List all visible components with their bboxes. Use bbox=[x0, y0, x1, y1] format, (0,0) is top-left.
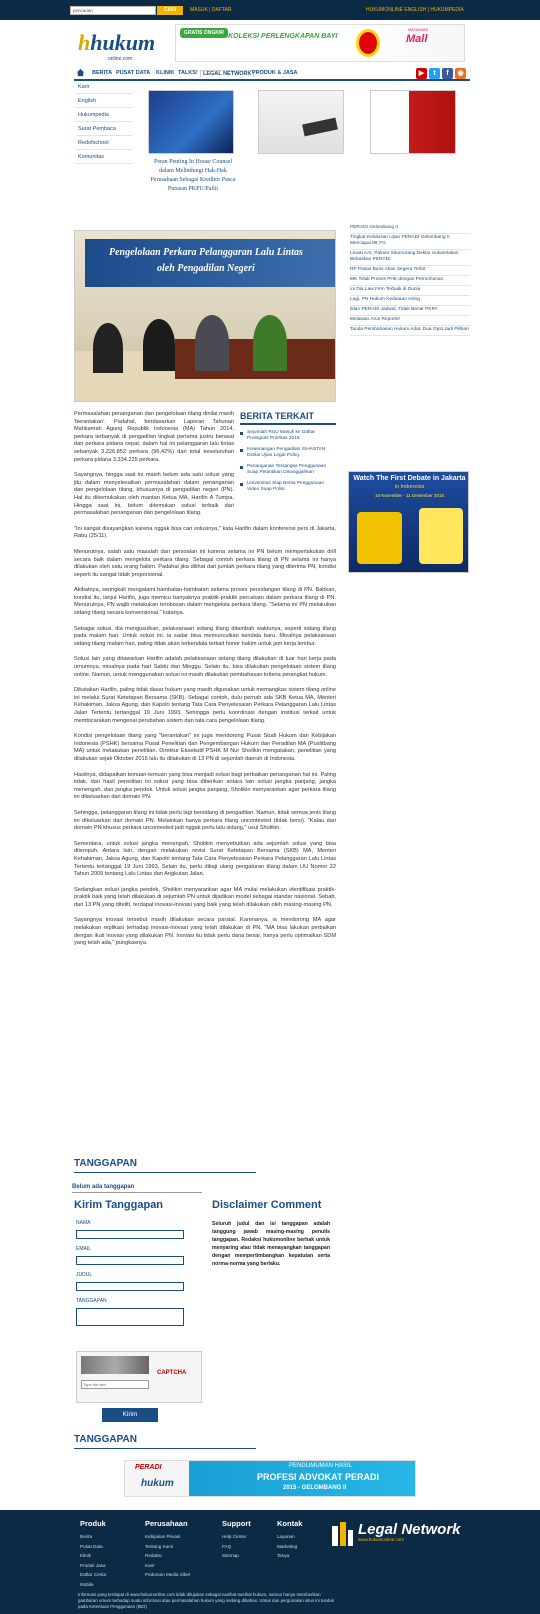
footer-link[interactable]: Karir bbox=[145, 1562, 155, 1568]
footer-link[interactable]: Sitemap bbox=[222, 1553, 239, 1558]
featured-thumbnail-3[interactable] bbox=[370, 90, 456, 154]
footer-link[interactable]: Help Center bbox=[222, 1534, 247, 1539]
footer-col-title: Produk bbox=[80, 1519, 106, 1528]
logo-sub: online.com bbox=[108, 56, 133, 62]
article-paragraph: "Ini sangat disayangkan karena nggak bisa cari solusinya," kata Harifin dalam konferensi pers di Jakarta, Rabu (25/11). bbox=[74, 525, 336, 540]
ad-headline: KOLEKSI PERLENGKAPAN BAYI bbox=[228, 33, 338, 40]
divider bbox=[74, 1172, 256, 1173]
email-label: EMAIL bbox=[76, 1246, 92, 1252]
nav-item-produk-jasa[interactable]: PRODUK & JASA bbox=[252, 70, 298, 76]
footer-col-title: Kontak bbox=[277, 1519, 303, 1528]
captcha-image bbox=[81, 1356, 149, 1374]
article-paragraph: Dikatakan Harifin, paling tidak dasar hukum yang masih digunakan untuk memangkas sistem tilang online ini melalui Surat Ketetapan Bersama (SKB). Sebagai contoh, dulu pernah ada SKB Ketua MA, Menteri Kehakiman, Jaksa Agung, dan Kapolri tentang Tata Cara Penyelesaian Perkara Pelanggaran Lalu Lintas Jalan Tertentu tertanggal 19 Juni 1993. Sehingga perlu koordinasi dengan institusi terkait untuk membicarakan mengenai perubahan sistem dan tata cara pengelolaan tilang. bbox=[74, 687, 336, 724]
divider bbox=[74, 1448, 256, 1449]
nav-item-legal-network[interactable]: LEGAL NETWORK bbox=[200, 70, 254, 77]
twitter-icon[interactable]: t bbox=[429, 68, 440, 79]
side-ad-line1: Watch The First Debate in Jakarta bbox=[353, 475, 466, 482]
footer-link[interactable]: Redaksi bbox=[145, 1553, 162, 1558]
photo-person bbox=[143, 319, 175, 371]
list-item[interactable]: Iklan PERADI Jadwal, Tidak Benar PKPA bbox=[350, 306, 470, 316]
ad-brand: Mall bbox=[406, 33, 428, 45]
footer-link[interactable]: Pedoman Media Siber bbox=[145, 1572, 191, 1577]
footer-disclaimer: Informasi yang terdapat di www.hukumonline.com tidak ditujukan sebagai nasihat-nasihat hukum, namun hanya memberikan gambaran umum terhadap suatu informasi atau permasalahan hukum yang sedang dibahas. Untuk dan pergunakan situs ini tunduk pada Ketentuan Penggunaan (IBO) bbox=[78, 1592, 335, 1609]
footer-link[interactable]: Kebijakan Privasi bbox=[145, 1534, 181, 1539]
dropdown-item-hukumpedia[interactable]: Hukumpedia bbox=[76, 108, 132, 122]
footer-link[interactable]: Klinik bbox=[80, 1553, 91, 1558]
article-paragraph: Sayangnya, hingga saat ini masih belum ada satu solusi yang jitu dalam menyelesaikan permasalahan dalam penanganan dan pengelolaan tilang, khususnya di pengadilan negeri (PN). Hal itu dikemukakan oleh mantan Ketua MA, Harifin A Tumpa. Hingga saat ini, belum ditemukan solusi terbaik dari permasalahan penanganan dan pengelolaan tilang. bbox=[74, 472, 234, 517]
ad-brand-prefix: MATAHARI bbox=[408, 27, 429, 32]
related-item[interactable]: Universitas Siap Berita Penggunaan Video Suap Polisi bbox=[240, 481, 336, 493]
legal-network-dropdown bbox=[76, 80, 132, 164]
facebook-icon[interactable]: f bbox=[442, 68, 453, 79]
list-item[interactable]: RP Pasas Bumi Akan Segera Terbit bbox=[350, 266, 470, 276]
bottom-ad-brand1: PERADI bbox=[135, 1464, 162, 1471]
youtube-icon[interactable]: ▶ bbox=[416, 68, 427, 79]
search-button[interactable]: CARI bbox=[157, 6, 183, 15]
section-title-2: TANGGAPAN bbox=[74, 1434, 137, 1445]
side-ad-line2: in Indonesia bbox=[394, 484, 425, 490]
footer-link[interactable]: FAQ bbox=[222, 1543, 232, 1549]
list-item[interactable]: Melawan Arus Reporter bbox=[350, 316, 470, 326]
title-label: JUDUL bbox=[76, 1272, 93, 1278]
photo-banner bbox=[85, 239, 335, 287]
list-item[interactable]: Tingkat Kelulusan Ujian PERADI Gelombang II Mencapai 88,7% bbox=[350, 234, 470, 250]
legal-network-mark-icon bbox=[330, 1522, 354, 1550]
side-ad-graphic bbox=[357, 512, 402, 564]
nav-item-pusat-data[interactable]: PUSAT DATA bbox=[116, 70, 151, 76]
photo-banner-line2: oleh Pengadilan Negeri bbox=[157, 263, 255, 274]
list-item[interactable]: Lagi, PN Hukum Kedutaan Asing bbox=[350, 296, 470, 306]
photo-person bbox=[93, 323, 123, 373]
featured-thumbnail-2[interactable] bbox=[258, 90, 344, 154]
login-link[interactable]: MASUK | DAFTAR bbox=[190, 7, 232, 13]
legal-network-logo[interactable] bbox=[330, 1522, 461, 1542]
bottom-ad-line3: 2015 - GELOMBANG II bbox=[283, 1485, 347, 1491]
dropdown-item-english[interactable]: English bbox=[76, 94, 132, 108]
side-ad-graphic bbox=[419, 508, 463, 564]
captcha-input[interactable]: Type the text bbox=[81, 1380, 149, 1389]
bottom-ad-line1: PENGUMUMAN HASIL bbox=[289, 1463, 353, 1469]
site-logo[interactable]: hhukum online.com bbox=[78, 30, 162, 64]
article-paragraph: Sayangnya inovasi tersebut masih dilakukan secara parsial. Karenanya, ia mendorong MA agar melakukan replikasi terhadap inovasi-inovasi yang telah dilakukan di PN. "MA bisa lakukan perbaikan dengan ikuti inovasi yang dilakukan PN. Inovasi itu tidak perlu dana besar, hanya perlu optimalkan SDM yang telah ada," pungkasnya. bbox=[74, 917, 336, 947]
article-paragraph: Kondisi pengelolaan tilang yang "berantakan" ini juga mendorong Pusat Studi Hukum dan Kebijakan Indonesia (PSHK) bersama Pusat Penelitian dan Pengembangan Hukum dan Peradilan MA (Puslitbang MA) untuk melakukan penelitian. Direktur Eksekutif PSHK M Nur Sholikin mengatakan, penelitian yang dilakukan sejak Oktober 2015 lalu itu dilakukan di 13 PN di sejumlah daerah di Indonesia. bbox=[74, 733, 336, 762]
nav-item-klinik[interactable]: KLINIK bbox=[156, 70, 175, 76]
article-paragraph: Permasalahan penanganan dan pengelolaan tilang dinilai masih 'berantakan'. Padahal, berdasarkan Laporan Tahunan Mahkamah Agung Republik Indonesia (MA) Tahun 2014, perkara terbanyak di pengadilan tingkat pertama justru berasal dari perkara pidana cepat, dalam hal ini pelanggaran lalu lintas sebanyak 3.226.852 perkara (96,42%) dari total keseluruhan perkara pidana 3.334.225 perkara. bbox=[74, 411, 234, 463]
photo-banner-line1: Pengelolaan Perkara Pelanggaran Lalu Lintas bbox=[109, 247, 303, 258]
rss-icon[interactable]: ◉ bbox=[455, 68, 466, 79]
bottom-ad-line2: PROFESI ADVOKAT PERADI bbox=[257, 1472, 380, 1482]
nav-item-talks[interactable]: TALKS! bbox=[178, 70, 198, 76]
footer-link[interactable]: Tanya bbox=[277, 1553, 290, 1558]
submit-comment-button[interactable]: Kirim bbox=[102, 1408, 158, 1422]
article-paragraph: Sehingga, pelanggaran tilang ini tidak perlu lagi bersidang di pengadilan. Namun, tidak semua jenis tilang ini dikeluarkan dari domain PN. Melainkan hanya perkara tilang uncontested (tidak bersi). "Kalau dari domain PN khusus perkara uncontested jadi nggak perlu lalu sidang," usul Sholikin. bbox=[74, 809, 336, 832]
bottom-ad-brand2: hukum bbox=[141, 1478, 174, 1489]
bottom-banner-ad[interactable] bbox=[124, 1460, 416, 1497]
comment-form-title: Kirim Tanggapan bbox=[74, 1199, 164, 1211]
footer-col-title: Perusahaan bbox=[145, 1519, 188, 1528]
featured-title[interactable]: Peran Penting In House Counsel dalam Melindungi Hak-Hak Perusahaan Sebagai Kreditor Pasca Putusan PKPU/Pailit bbox=[150, 159, 236, 192]
list-item[interactable]: Ini Dia Law Firm Terbaik di Dunia bbox=[350, 286, 470, 296]
related-news bbox=[236, 411, 336, 498]
name-label: NAMA bbox=[76, 1220, 91, 1226]
article-paragraph: Sedangkan solusi jangka pendek, Sholikin menyarankan agar MA mulai melakukan identifikasi praktik-praktik baik yang telah dilakukan di sejumlah PN untuk dijadikan model sebagai standar nasional. Sebab, dari 13 PN yang diteliti, terdapat inovasi-inovasi yang baik yang telah dilakukan oleh masing-masing PN. bbox=[74, 886, 336, 908]
captcha-widget bbox=[76, 1351, 202, 1403]
related-item[interactable]: Kewenangan Pengadilan SIHASTAN Dinilai Ujian Legal Policy bbox=[240, 447, 336, 459]
article-photo bbox=[74, 230, 336, 402]
dropdown-item-redefschool[interactable]: Redefschool bbox=[76, 136, 132, 150]
main-nav bbox=[74, 67, 470, 81]
list-item[interactable]: Lewat AAI, Palmer Situmorang Deklar Sukarelakan Bebaskan PERADI bbox=[350, 250, 470, 266]
dropdown-item-surat-pembaca[interactable]: Surat Pembaca bbox=[76, 122, 132, 136]
top-banner-ad[interactable] bbox=[175, 24, 465, 62]
footer-link[interactable]: Pusat Data bbox=[80, 1543, 103, 1549]
nav-item-berita[interactable]: BERITA bbox=[92, 70, 113, 76]
article-paragraph: Sementara, untuk solusi jangka menengah, Sholikin menyebutkan ada sejumlah solusi yang bisa ditempuh. Antara lain, dengan melakukan revisi Surat Ketetapan Bersama (SKB) MA, Menteri Kehakiman, Jaksa Agung, dan Kapolri tentang Tata Cara Penyelesaian Perkara Pelanggaran Lalu Lintas Tertentu tertanggal 19 Juni 1993. Selain itu, perlu dikaji ulang pengaturan tilang dalam UU Nomor 22 Tahun 2009 tentang Lalu Lintas dan Angkutan Jalan. bbox=[74, 840, 336, 878]
article-paragraph: Solusi lain yang ditawarkan Harifin adalah pelaksanaan sidang tilang dilakukan di luar hari kerja pada umumnya, misalnya pada hari Sabtu dan Minggu. Selain itu, bisa dilakukan pengelolaan sistem tilang online. Namun, untuk menggunakan solusi ini masih dilakukan pembahasan kriteria perangkat hukum. bbox=[74, 656, 336, 678]
ad-badge: GRATIS ONGKIR bbox=[180, 28, 228, 38]
related-item[interactable]: Sejumlah RUU Masuk ke Daftar Prolegnas Prioritas 2016 bbox=[240, 430, 336, 442]
footer-col-kontak bbox=[277, 1519, 302, 1561]
divider bbox=[72, 1192, 202, 1193]
article-paragraph: Menurutnya, salah satu masalah dari persoalan ini karena selama ini PN belum memperlakukan drill secara baik dalam mengelola perkara tilang. Sebagai contoh perkara tilang di PN selama ini hanya dilakukan oleh satu orang hakim. Padahal jika dilihat dari jumlah perkara tilang yang diterima PN, kondisi seperti itu sangat tidak proporsional. bbox=[74, 548, 336, 578]
email-field[interactable] bbox=[76, 1256, 184, 1265]
featured-thumbnail-1[interactable] bbox=[148, 90, 234, 154]
ad-logo bbox=[356, 29, 380, 57]
article-paragraph: Sebagai solusi, dia mengusulkan, pelaksanaan sidang tilang ditambah waktunya, seperti sidang tilang pada malam hari. Untuk solusi ini, ia sadar bisa memunculkan kendala baru. Misalnya pelaksanaan sidang tilang malam hari, paling tidak akan terkendala terkait honor hakim untuk jam kerja lembur. bbox=[74, 625, 336, 647]
side-banner-ad[interactable] bbox=[348, 471, 469, 573]
footer-link[interactable]: Produk Jasa bbox=[80, 1562, 106, 1568]
home-icon[interactable] bbox=[76, 68, 85, 77]
list-item[interactable]: PERADI Gelombang II bbox=[350, 224, 470, 234]
footer-col-produk bbox=[80, 1519, 106, 1589]
disclaimer-text: Seluruh judul dan isi tanggapan adalah tanggung jawab masing-masing penulis tanggapan. Redaksi hukumonline berhak untuk menyaring atau tidak menayangkan tanggapan dengan mempertimbangkan kepatutan serta norma-norma yang berlaku. bbox=[212, 1221, 330, 1267]
disclaimer-title: Disclaimer Comment bbox=[212, 1199, 322, 1211]
related-title: BERITA TERKAIT bbox=[240, 411, 336, 425]
legal-network-brand: Legal Network bbox=[358, 1521, 461, 1538]
footer-link[interactable]: Berita bbox=[80, 1534, 93, 1539]
captcha-brand: CAPTCHA bbox=[157, 1370, 187, 1376]
title-field[interactable] bbox=[76, 1282, 184, 1291]
footer-link[interactable]: Mobile bbox=[80, 1581, 94, 1587]
footer-col-support bbox=[222, 1519, 251, 1561]
footer-col-perusahaan bbox=[145, 1519, 190, 1580]
comments-section-title: TANGGAPAN bbox=[74, 1158, 137, 1169]
dropdown-item-komunitas[interactable]: Komunitas bbox=[76, 150, 132, 164]
search-input[interactable]: pencarian bbox=[70, 6, 156, 15]
photo-person bbox=[253, 315, 287, 371]
logo-text: hukum bbox=[90, 30, 156, 55]
name-field[interactable] bbox=[76, 1230, 184, 1239]
side-ad-line3: 16 November - 11 Desember 2015 bbox=[375, 493, 444, 498]
comment-textarea[interactable] bbox=[76, 1308, 184, 1326]
no-comments-text: Belum ada tanggapan bbox=[72, 1184, 135, 1190]
footer-link[interactable]: Tentang Kami bbox=[145, 1543, 174, 1549]
comment-label: TANGGAPAN bbox=[76, 1298, 107, 1304]
footer-link[interactable]: Daftar Cerita bbox=[80, 1572, 107, 1577]
dropdown-item-karir[interactable]: Karir bbox=[76, 80, 132, 94]
list-item[interactable]: Tanda Pembahasan Hukum Adat, Dua Opsi Jadi Pilihan bbox=[350, 326, 470, 336]
article-paragraph: Akibatnya, seringkali mengalami hambatan-hambatan selama proses persidangan tilang di PN. Bahkan, kondisi itu, lanjut Harifin, juga memicu banyaknya praktik-praktik percaloan dalam perkara tilang di PN. Menurutnya, PN wajib melakukan terobosan dalam mengelola perkara tilang. "Selama ini PN melakukan sidang tilang secara konvensional," katanya. bbox=[74, 587, 336, 617]
list-item[interactable]: MK Tolak Proses PHK dengan Permohonan bbox=[350, 276, 470, 286]
photo-person bbox=[195, 315, 229, 371]
legal-network-url: www.hukumonline.com bbox=[358, 1537, 405, 1542]
latest-news-list bbox=[350, 224, 470, 336]
footer-link[interactable]: Marketing bbox=[277, 1543, 298, 1549]
footer-link[interactable]: Layanan bbox=[277, 1534, 295, 1539]
top-links[interactable]: HUKUMONLINE ENGLISH | HUKUMPEDIA bbox=[366, 7, 464, 13]
article-paragraph: Hasilnya, didapatkan temuan-temuan yang bisa menjadi solusi bagi perbaikan penanganan hal ini. Paling tidak, dari hasil penelitian ini solusi yang bisa diberikan antara lain solusi jangka panjang, jangka menengah, dan jangka pendek. Untuk solusi jangka panjang, Sholikin menyarankan agar perkara tilang ini dikeluarkan dari domain PN. bbox=[74, 771, 336, 801]
related-item[interactable]: Penanganan Tersangka Penggunaan Suap Pelantikan Disanggahkan bbox=[240, 464, 336, 476]
footer-col-title: Support bbox=[222, 1519, 251, 1528]
